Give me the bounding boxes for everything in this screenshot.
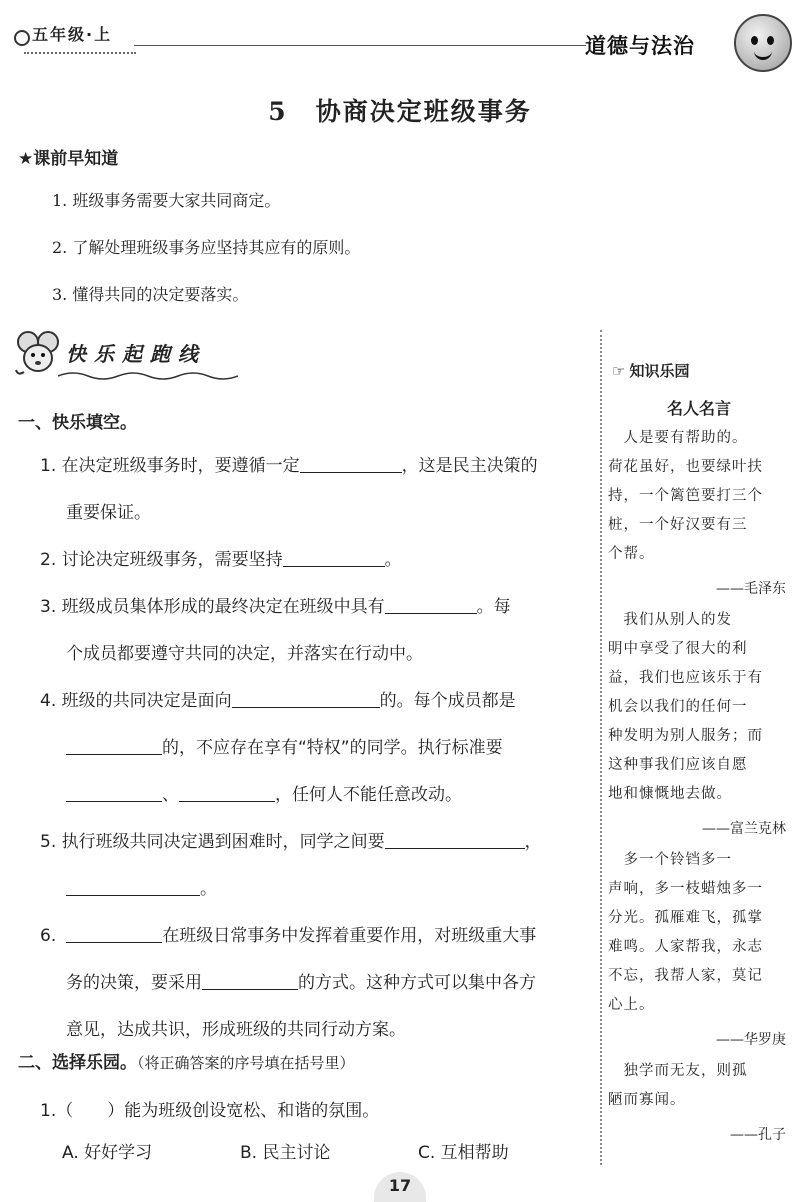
lesson-title: 协商决定班级事务 xyxy=(315,97,532,126)
question-text: 在班级日常事务中发挥着重要作用，对班级重大事 xyxy=(162,926,537,946)
question-3-line2: 个成员都要遵守共同的决定，并落实在行动中。 xyxy=(66,644,423,664)
question-text: 1. 在决定班级事务时，要遵循一定 xyxy=(40,456,300,476)
sidebar-subheading: 名人名言 xyxy=(666,399,731,418)
question-text: ，这是民主决策的 xyxy=(401,456,538,476)
subject-label: 道德与法治 xyxy=(585,34,695,58)
question-text: ，任何人不能任意改动。 xyxy=(275,785,462,805)
grade-label: 五年级·上 xyxy=(32,25,113,44)
answer-blank[interactable] xyxy=(66,734,162,755)
answer-blank[interactable] xyxy=(66,922,162,943)
choice-option-c[interactable]: C. 互相帮助 xyxy=(418,1143,509,1163)
quote-line: 独学而无友，则孤 xyxy=(608,1063,748,1079)
preview-item: 2. 了解处理班级事务应坚持其应有的原则。 xyxy=(52,238,361,257)
pointing-hand-icon: ☞ xyxy=(612,362,626,380)
sidebar-divider xyxy=(600,330,602,1165)
question-text: 。 xyxy=(200,879,217,899)
quote-line: 持，一个篱笆要打三个 xyxy=(608,488,763,504)
sidebar-heading xyxy=(612,360,689,381)
quote-line: 种发明为别人服务；而 xyxy=(608,728,763,744)
answer-blank[interactable] xyxy=(385,828,525,849)
part1-heading: 一、快乐填空。 xyxy=(18,413,137,433)
quote-line: 我们从别人的发 xyxy=(608,612,732,628)
question-text: 2. 讨论决定班级事务，需要坚持 xyxy=(40,550,283,570)
quote-line: 明中享受了很大的利 xyxy=(608,641,748,657)
page-title xyxy=(0,92,800,128)
part2-title: 二、选择乐园。 xyxy=(18,1053,137,1073)
quote-attribution: ——孔子 xyxy=(730,1127,786,1143)
question-6-line3: 意见，达成共识，形成班级的共同行动方案。 xyxy=(66,1020,406,1040)
answer-blank[interactable] xyxy=(66,781,162,802)
question-2 xyxy=(40,537,402,584)
question-text: 。每 xyxy=(476,597,511,617)
quote-attribution: ——富兰克林 xyxy=(702,821,786,837)
quote-line: 声响，多一枝蜡烛多一 xyxy=(608,881,763,897)
question-6-line1 xyxy=(40,913,536,960)
question-text: 3. 班级成员集体形成的最终决定在班级中具有 xyxy=(40,597,385,617)
sidebar-heading-text: 知识乐园 xyxy=(629,362,690,380)
question-text: 的。每个成员都是 xyxy=(379,691,516,711)
answer-blank[interactable] xyxy=(232,687,380,708)
preview-item: 3. 懂得共同的决定要落实。 xyxy=(52,285,249,304)
quote-attribution: ——毛泽东 xyxy=(716,581,786,597)
quote-line: 心上。 xyxy=(608,997,655,1013)
question-5-line2 xyxy=(66,866,217,913)
question-text: ， xyxy=(524,832,542,852)
quote-line: 不忘，我帮人家，莫记 xyxy=(608,968,763,984)
choice-option-b[interactable]: B. 民主讨论 xyxy=(240,1143,331,1163)
choice-option-a[interactable]: A. 好好学习 xyxy=(62,1143,153,1163)
part2-instruction: （将正确答案的序号填在括号里） xyxy=(137,1054,355,1072)
quote-line: 机会以我们的任何一 xyxy=(608,699,748,715)
question-3-line1 xyxy=(40,584,511,631)
question-6-line2 xyxy=(66,960,536,1007)
header-ornament-icon xyxy=(14,30,30,46)
header-rule xyxy=(134,45,586,46)
question-text: 、 xyxy=(162,785,179,805)
lesson-number: 5 xyxy=(268,97,288,126)
quote-line: 荷花虽好，也要绿叶扶 xyxy=(608,459,763,475)
mascot-icon xyxy=(734,14,792,72)
question-text: 务的决策，要采用 xyxy=(66,973,202,993)
quote-line: 这种事我们应该自愿 xyxy=(608,757,748,773)
question-5-line1 xyxy=(40,819,542,866)
quote-line: 多一个铃铛多一 xyxy=(608,852,732,868)
header-dotted-rule xyxy=(24,52,136,54)
quote-line: 益，我们也应该乐于有 xyxy=(608,670,763,686)
question-text: 的，不应存在享有“特权”的同学。执行标准要 xyxy=(162,738,503,758)
quote-line: 难鸣。人家帮我，永志 xyxy=(608,939,763,955)
answer-blank[interactable] xyxy=(66,875,200,896)
question-1-line2: 重要保证。 xyxy=(66,503,151,523)
question-text: 6. xyxy=(40,926,57,946)
question-text: 的方式。这种方式可以集中各方 xyxy=(298,973,536,993)
quote-line: 分光。孤雁难飞，孤掌 xyxy=(608,910,763,926)
quote-attribution: ——华罗庚 xyxy=(716,1032,786,1048)
question-text: 5. 执行班级共同决定遇到困难时，同学之间要 xyxy=(40,832,385,852)
mouse-icon xyxy=(14,328,62,378)
banner-underline xyxy=(58,370,238,380)
question-4-line2 xyxy=(66,725,503,772)
question-1-line1 xyxy=(40,443,538,490)
answer-blank[interactable] xyxy=(283,546,385,567)
quote-line: 陋而寡闻。 xyxy=(608,1092,686,1108)
question-text: 4. 班级的共同决定是面向 xyxy=(40,691,232,711)
quote-line: 个帮。 xyxy=(608,546,655,562)
answer-blank[interactable] xyxy=(385,593,477,614)
answer-blank[interactable] xyxy=(300,452,402,473)
question-4-line3 xyxy=(66,772,462,819)
preview-item: 1. 班级事务需要大家共同商定。 xyxy=(52,191,281,210)
answer-blank[interactable] xyxy=(179,781,275,802)
quote-line: 人是要有帮助的。 xyxy=(608,430,748,446)
preview-heading: ★课前早知道 xyxy=(18,149,119,169)
choice-question-1: 1.（ ）能为班级创设宽松、和谐的氛围。 xyxy=(40,1101,380,1121)
question-4-line1 xyxy=(40,678,516,725)
question-text: 。 xyxy=(384,550,402,570)
part2-heading xyxy=(18,1048,355,1073)
answer-blank[interactable] xyxy=(202,969,298,990)
quote-line: 桩，一个好汉要有三 xyxy=(608,517,748,533)
page-number: 17 xyxy=(374,1172,426,1202)
quote-line: 地和慷慨地去做。 xyxy=(608,786,732,802)
banner-title: 快乐起跑线 xyxy=(66,342,206,366)
